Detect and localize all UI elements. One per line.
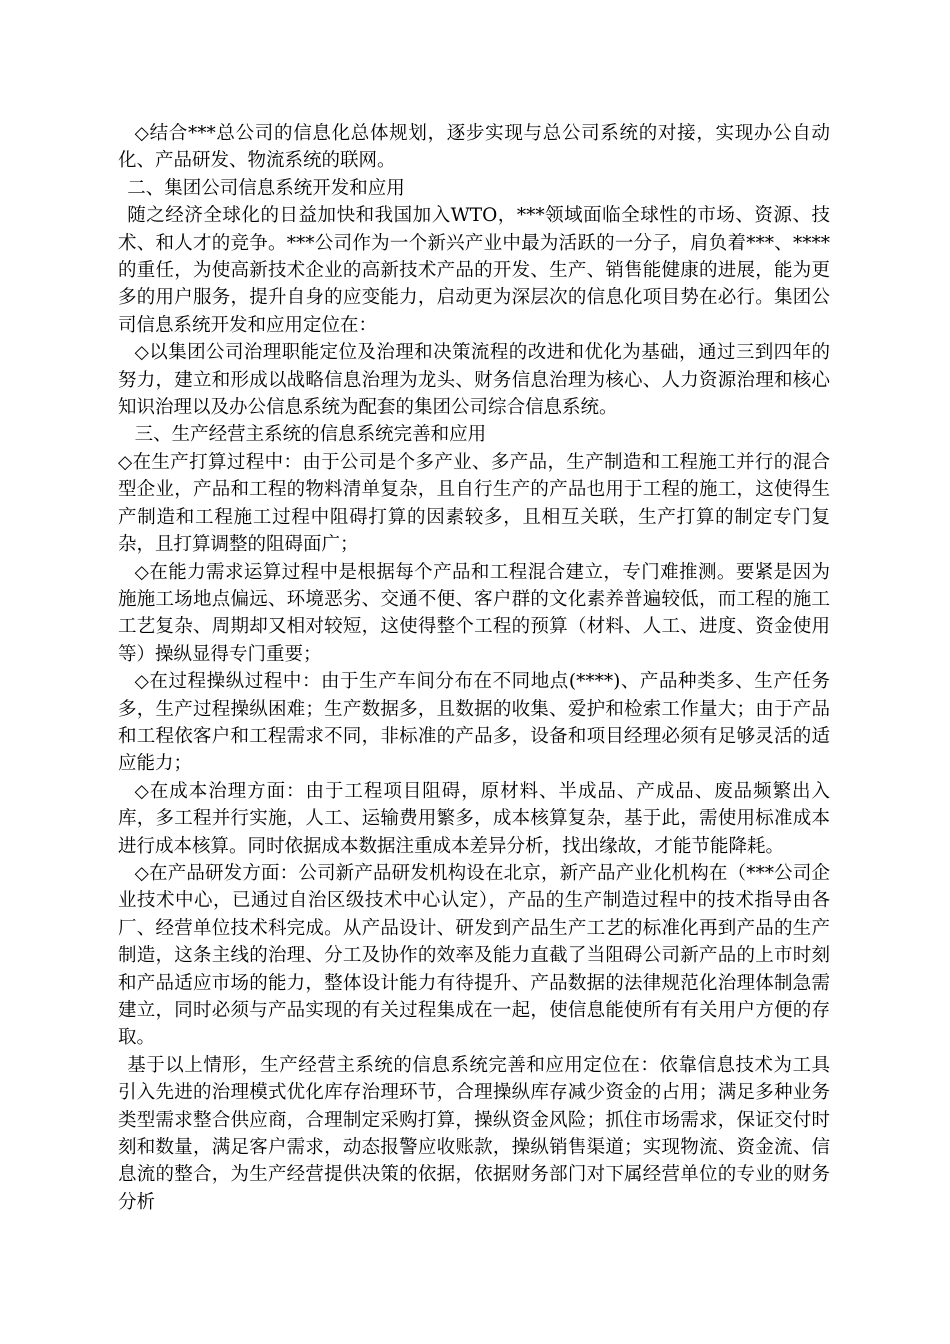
paragraph-product-rnd: ◇在产品研发方面：公司新产品研发机构设在北京，新产品产业化机构在（***公司企业技术中心，已通过自治区级技术中心认定），产品的生产制造过程中的技术指导由各厂、经营单位技术科完成。从产品设计、研发到产品生产工艺的标准化再到产品的生产制造，这条主线的治理、分工及协作的效率及能力直截了当阻碍公司新产品的上市时刻和产品适应市场的能力，整体设计能力有待提升、产品数据的法律规范化治理体制急需建立，同时必须与产品实现的有关过程集成在一起，使信息能使所有有关用户方便的存取。 (118, 862, 830, 1049)
paragraph-conclusion: 基于以上情形，生产经营主系统的信息系统完善和应用定位在：依靠信息技术为工具引入先进的治理模式优化库存治理环节，合理操纵库存减少资金的占用；满足多种业务类型需求整合供应商，合理制定采购打算，操纵资金风险；抓住市场需求，保证交付时刻和数量，满足客户需求，动态报警应收账款，操纵销售渠道；实现物流、资金流、信息流的整合，为生产经营提供决策的依据，依据财务部门对下属经营单位的专业的财务分析 (118, 1054, 830, 1213)
paragraph-cost-management: ◇在成本治理方面：由于工程项目阻碍，原材料、半成品、产成品、废品频繁出入库，多工程并行实施，人工、运输费用繁多，成本核算复杂，基于此，需使用标准成本进行成本核算。同时依据成本数据注重成本差异分析，找出缘故，才能节能降耗。 (118, 780, 830, 857)
paragraph-office-automation: ◇结合***总公司的信息化总体规划，逐步实现与总公司系统的对接，实现办公自动化、产品研发、物流系统的联网。 (118, 123, 830, 172)
paragraph-process-control: ◇在过程操纵过程中：由于生产车间分布在不同地点(****)、产品种类多、生产任务多，生产过程操纵困难；生产数据多，且数据的收集、爱护和检索工作量大；由于产品和工程依客户和工程需求不同，非标准的产品多，设备和项目经理必须有足够灵活的适应能力； (118, 671, 830, 775)
paragraph-capacity-requirements: ◇在能力需求运算过程中是根据每个产品和工程混合建立，专门难推测。要紧是因为施施工场地点偏远、环境恶劣、交通不便、客户群的文化素养普遍较低，而工程的施工工艺复杂、周期却又相对较短，这使得整个工程的预算（材料、人工、进度、资金使用等）操纵显得专门重要； (118, 561, 830, 665)
document-page (118, 120, 830, 1216)
paragraph-production-planning: ◇在生产打算过程中：由于公司是个多产业、多产品，生产制造和工程施工并行的混合型企业，产品和工程的物料清单复杂，且自行生产的产品也用于工程的施工，这使得生产制造和工程施工过程中阻碍打算的因素较多，且相互关联，生产打算的制定专门复杂，且打算调整的阻碍面广； (118, 451, 830, 556)
paragraph-globalization: 随之经济全球化的日益加快和我国加入WTO，***领域面临全球性的市场、资源、技术、和人才的竞争。***公司作为一个新兴产业中最为活跃的一分子，肩负着***、****的重任，为使高新技术企业的高新技术产品的开发、生产、销售能健康的进展，能为更多的用户服务，提升自身的应变能力，启动更为深层次的信息化项目势在必行。集团公司信息系统开发和应用定位在： (118, 205, 830, 336)
heading-group-info-system: 二、集团公司信息系统开发和应用 (127, 177, 405, 199)
paragraph-group-management: ◇以集团公司治理职能定位及治理和决策流程的改进和优化为基础，通过三到四年的努力，建立和形成以战略信息治理为龙头、财务信息治理为核心、人力资源治理和核心知识治理以及办公信息系统为配套的集团公司综合信息系统。 (118, 342, 830, 419)
heading-production-system: 三、生产经营主系统的信息系统完善和应用 (134, 424, 487, 446)
